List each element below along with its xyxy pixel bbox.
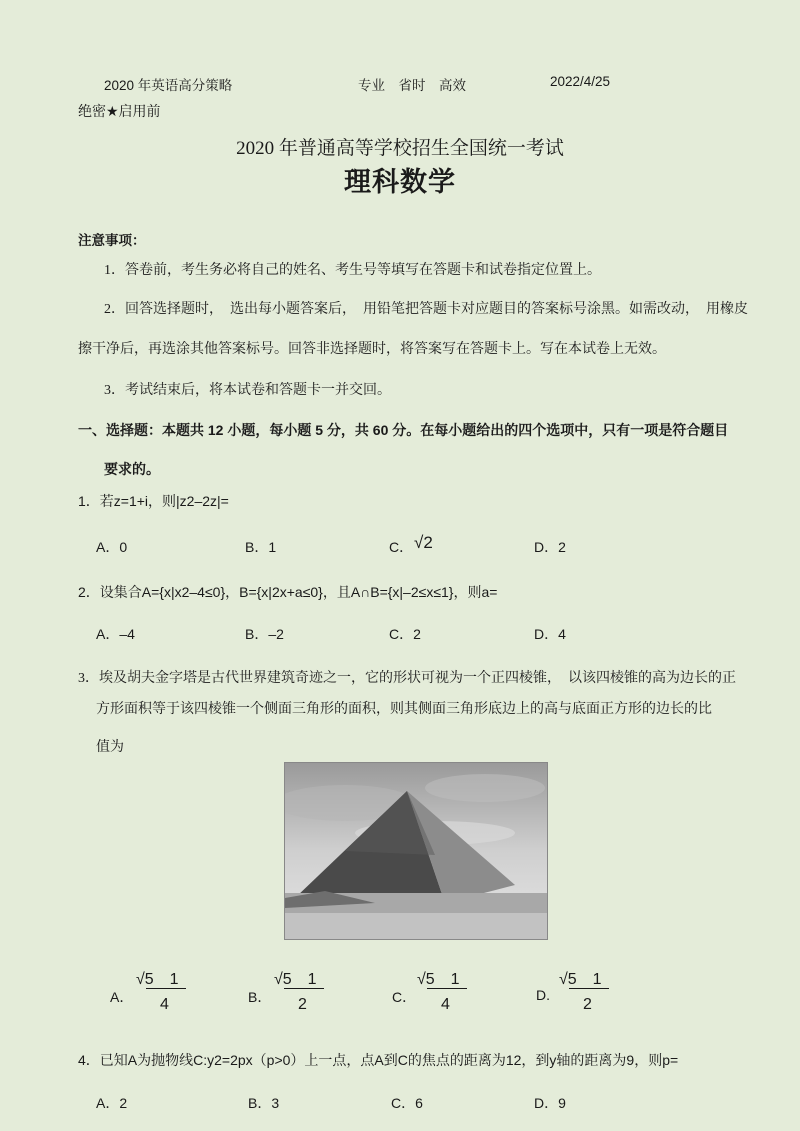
secret-label: 绝密★启用前 — [78, 103, 161, 119]
question-1-option-c-label: C． — [389, 539, 414, 555]
question-3-option-b-fraction — [260, 966, 320, 1026]
section-heading-line-1: 一、选择题：本题共 12 小题，每小题 5 分，共 60 分。在每小题给出的四个选项中，只有一项是符合题目 — [78, 422, 729, 438]
fraction-bar — [569, 988, 609, 989]
question-3-line-2: 方形面积等于该四棱锥一个侧面三角形的面积，则其侧面三角形底边上的高与底面正方形的边长的比 — [96, 702, 712, 717]
numerator: √5 1 — [559, 971, 602, 988]
notice-item-1: 1．答卷前，考生务必将自己的姓名、考生号等填写在答题卡和试卷指定位置上。 — [104, 263, 601, 278]
question-3-option-b-label: B． — [248, 989, 272, 1005]
exam-title: 2020 年普通高等学校招生全国统一考试 — [236, 138, 564, 159]
question-4-option-b: B．3 — [248, 1095, 280, 1111]
notice-item-3: 3．考试结束后，将本试卷和答题卡一并交回。 — [104, 383, 391, 398]
denominator: 4 — [441, 996, 450, 1013]
header-date: 2022/4/25 — [550, 74, 611, 89]
fraction-bar — [146, 988, 186, 989]
notice-item-2-line-2: 擦干净后，再选涂其他答案标号。回答非选择题时，将答案写在答题卡上。写在本试卷上无效。 — [78, 342, 666, 357]
header-left: 2020 年英语高分策略 — [104, 78, 233, 93]
question-2-option-c: C．2 — [389, 626, 421, 642]
numerator: √5 1 — [136, 971, 179, 988]
question-2-option-d: D．4 — [534, 626, 566, 642]
fraction-bar — [284, 988, 324, 989]
question-2-stem: 2．设集合A={x|x2–4≤0}，B={x|2x+a≤0}，且A∩B={x|–2≤x≤1}，则a= — [78, 584, 498, 600]
question-1-option-c-value: √2 — [414, 533, 433, 552]
section-heading-line-2: 要求的。 — [104, 461, 160, 477]
question-3-line-1: 3．埃及胡夫金字塔是古代世界建筑奇迹之一，它的形状可视为一个正四棱锥， 以该四棱锥的高为边长的正 — [78, 671, 736, 686]
numerator: √5 1 — [274, 971, 317, 988]
question-3-option-a-fraction — [122, 966, 182, 1026]
question-3-option-d-label: D. — [536, 987, 550, 1003]
denominator: 4 — [160, 996, 169, 1013]
question-2-option-a: A．–4 — [96, 626, 135, 642]
denominator: 2 — [298, 996, 307, 1013]
question-3-option-d-fraction — [545, 966, 605, 1026]
question-1-stem: 1．若z=1+i，则|z2–2z|= — [78, 493, 229, 509]
question-4-option-d: D．9 — [534, 1095, 566, 1111]
fraction-bar — [427, 988, 467, 989]
notice-heading: 注意事项： — [78, 233, 146, 248]
notice-item-2-line-1: 2．回答选择题时， 选出每小题答案后， 用铅笔把答题卡对应题目的答案标号涂黑。如需改动， 用橡皮 — [104, 302, 748, 317]
header-middle: 专业 省时 高效 — [358, 78, 466, 93]
question-4-option-c: C．6 — [391, 1095, 423, 1111]
subject-title: 理科数学 — [344, 167, 456, 197]
question-4-stem: 4．已知A为抛物线C:y2=2px（p>0）上一点，点A到C的焦点的距离为12，到y轴的距离为9，则p= — [78, 1052, 679, 1068]
question-3-line-3: 值为 — [96, 740, 124, 755]
pyramid-photo — [284, 762, 548, 940]
question-2-option-b: B．–2 — [245, 626, 284, 642]
question-1-option-b: B．1 — [245, 539, 277, 555]
question-1-option-d: D．2 — [534, 539, 566, 555]
question-4-option-a: A．2 — [96, 1095, 128, 1111]
question-3-option-c-fraction — [403, 966, 463, 1026]
numerator: √5 1 — [417, 971, 460, 988]
question-3-option-a-label: A． — [110, 989, 134, 1005]
question-3-option-c-label: C． — [392, 989, 417, 1005]
question-1-option-a: A．0 — [96, 539, 128, 555]
denominator: 2 — [583, 996, 592, 1013]
